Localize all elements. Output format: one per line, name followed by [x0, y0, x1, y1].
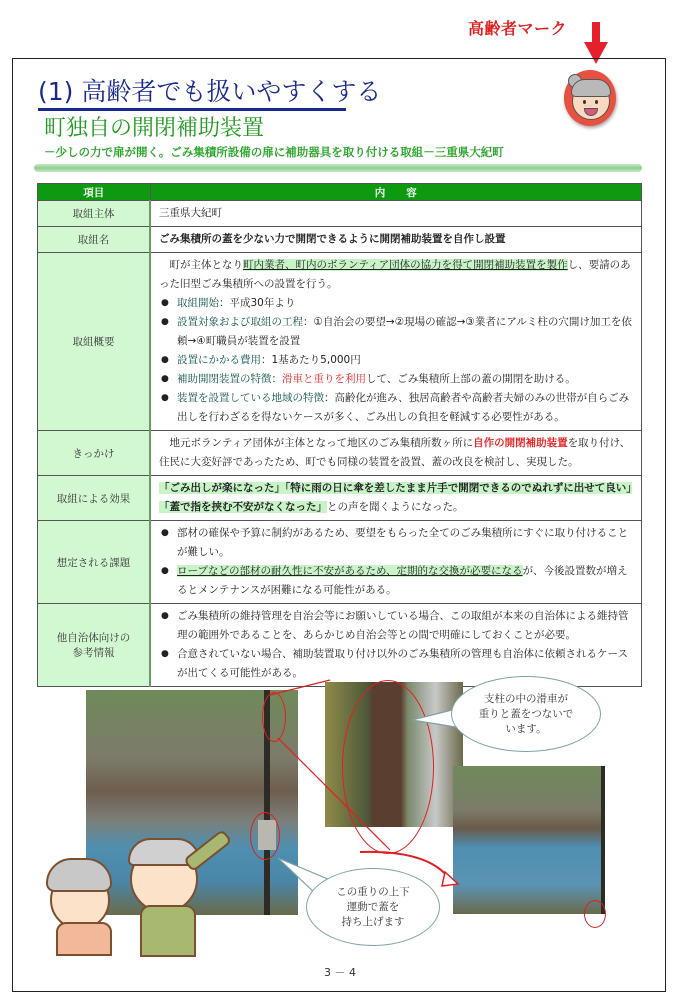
section-title: (1) 高齢者でも扱いやすくする [38, 77, 382, 106]
bubble-line: 運動で蓋を [346, 900, 400, 913]
main-title: 町独自の開閉補助装置 [44, 116, 265, 141]
effect-text: との声を聞くようになった。 [327, 501, 464, 513]
pulley-speech-bubble [451, 676, 601, 752]
trigger-text-end: を取り付け、住民に大変好評であったため、町でも同様の装置を設置、蓋の改良を検討し、実現した。 [159, 437, 631, 468]
bubble-line: います。 [505, 722, 547, 735]
bubble-line: 支柱の中の滑車が [484, 692, 568, 705]
intro-text-end: し、要請のあった旧型ごみ集積所への設置を行う。 [159, 259, 631, 290]
label-line-2: 参考情報 [72, 647, 115, 659]
trigger-text: 地元ボランティア団体が主体となって地区のごみ集積所数ヶ所に [169, 437, 474, 449]
intro-text: 町が主体となり [169, 259, 243, 271]
row-label: 想定される課題 [38, 521, 151, 604]
bubble-line: この重りの上下 [336, 885, 410, 898]
bullet-text: ：高齢化が進み、独居高齢者や高齢者夫婦のみの世帯が自らごみ出しを行わざるを得ないケースが多く、ごみ出しの負担を軽減する必要性がある。 [177, 392, 630, 423]
row-label: 取組名 [38, 227, 151, 253]
bullet-term: 補助開閉装置の特徴 [177, 373, 272, 385]
bullet-term: 設置にかかる費用 [177, 354, 261, 366]
list-item: ● 合意されていない場合、補助装置取り付け以外のごみ集積所の管理も自治体に依頼されるケースが出てくる可能性がある。 [159, 645, 633, 683]
header-item: 項目 [38, 184, 151, 201]
bubble-line: 重りと蓋をつないで [478, 707, 574, 720]
intro-highlight: 町内業者、町内のボランティア団体の協力を得て開閉補助装置を製作 [243, 259, 568, 271]
issue-highlight: ロープなどの部材の耐久性に不安があるため、定期的な交換が必要になる [177, 565, 523, 577]
bullet-text: して、ごみ集積所上部の蓋の開閉を助ける。 [366, 373, 576, 385]
list-item: ● 部材の確保や予算に制約があるため、要望をもらった全てのごみ集積所にすぐに取り付けることが難しい。 [159, 524, 633, 562]
bullet-text: ：平成30年より [219, 297, 296, 309]
page-number: 3 － 4 [324, 966, 356, 979]
row-label: きっかけ [38, 431, 151, 476]
row-label: 取組主体 [38, 201, 151, 227]
bubble-line: 持ち上げます [341, 915, 405, 928]
bullet-text: ：1基あたり5,000円 [261, 354, 361, 366]
label-line-1: 他自治体向けの [56, 632, 131, 644]
trigger-red-text: 自作の開閉補助装置 [473, 437, 568, 449]
row-label: 取組による効果 [38, 476, 151, 521]
issue-text: が、今後設置数が増えるとメンテナンスが困難になる可能性がある。 [177, 565, 628, 596]
bullet-sep: ： [271, 373, 282, 385]
bullet-term: 取組開始 [177, 297, 219, 309]
header-content: 内 容 [150, 184, 642, 201]
list-item: ● ごみ集積所の維持管理を自治会等にお願いしている場合、この取組が本来の自治体による維持管理の範囲外であることを、あらかじめ自治会等との間で明確にしておくことが必要。 [159, 607, 633, 645]
grandma-hair-icon [46, 858, 112, 892]
grandpa-body-icon [140, 905, 196, 957]
grandma-body-icon [56, 922, 112, 956]
row-value: 三重県大紀町 [150, 201, 642, 227]
elderly-mark-label: 高齢者マーク [468, 19, 568, 38]
bullet-term: 設置対象および取組の工程 [177, 316, 303, 328]
bullet-red-text: 滑車と重りを利用 [282, 373, 366, 385]
effect-quotes: 「ごみ出しが楽になった」「特に雨の日に傘を差したまま片手で開閉できるのでぬれずに出せて良い」「蓋で指を挟む不安がなくなった」 [159, 482, 632, 513]
weight-speech-bubble [306, 868, 440, 946]
subtitle: －少しの力で扉が開く。ごみ集積所設備の扉に補助器具を取り付ける取組－三重県大紀町 [44, 145, 504, 159]
row-value: ごみ集積所の蓋を少ない力で開閉できるように開閉補助装置を自作し設置 [150, 227, 642, 253]
bullet-text: ：①自治会の要望→②現場の確認→③業者にアルミ柱の穴開け加工を依頼→④町職員が装置を設置 [177, 316, 632, 347]
row-label: 取組概要 [38, 253, 151, 431]
bullet-term: 装置を設置している地域の特徴 [177, 392, 324, 404]
